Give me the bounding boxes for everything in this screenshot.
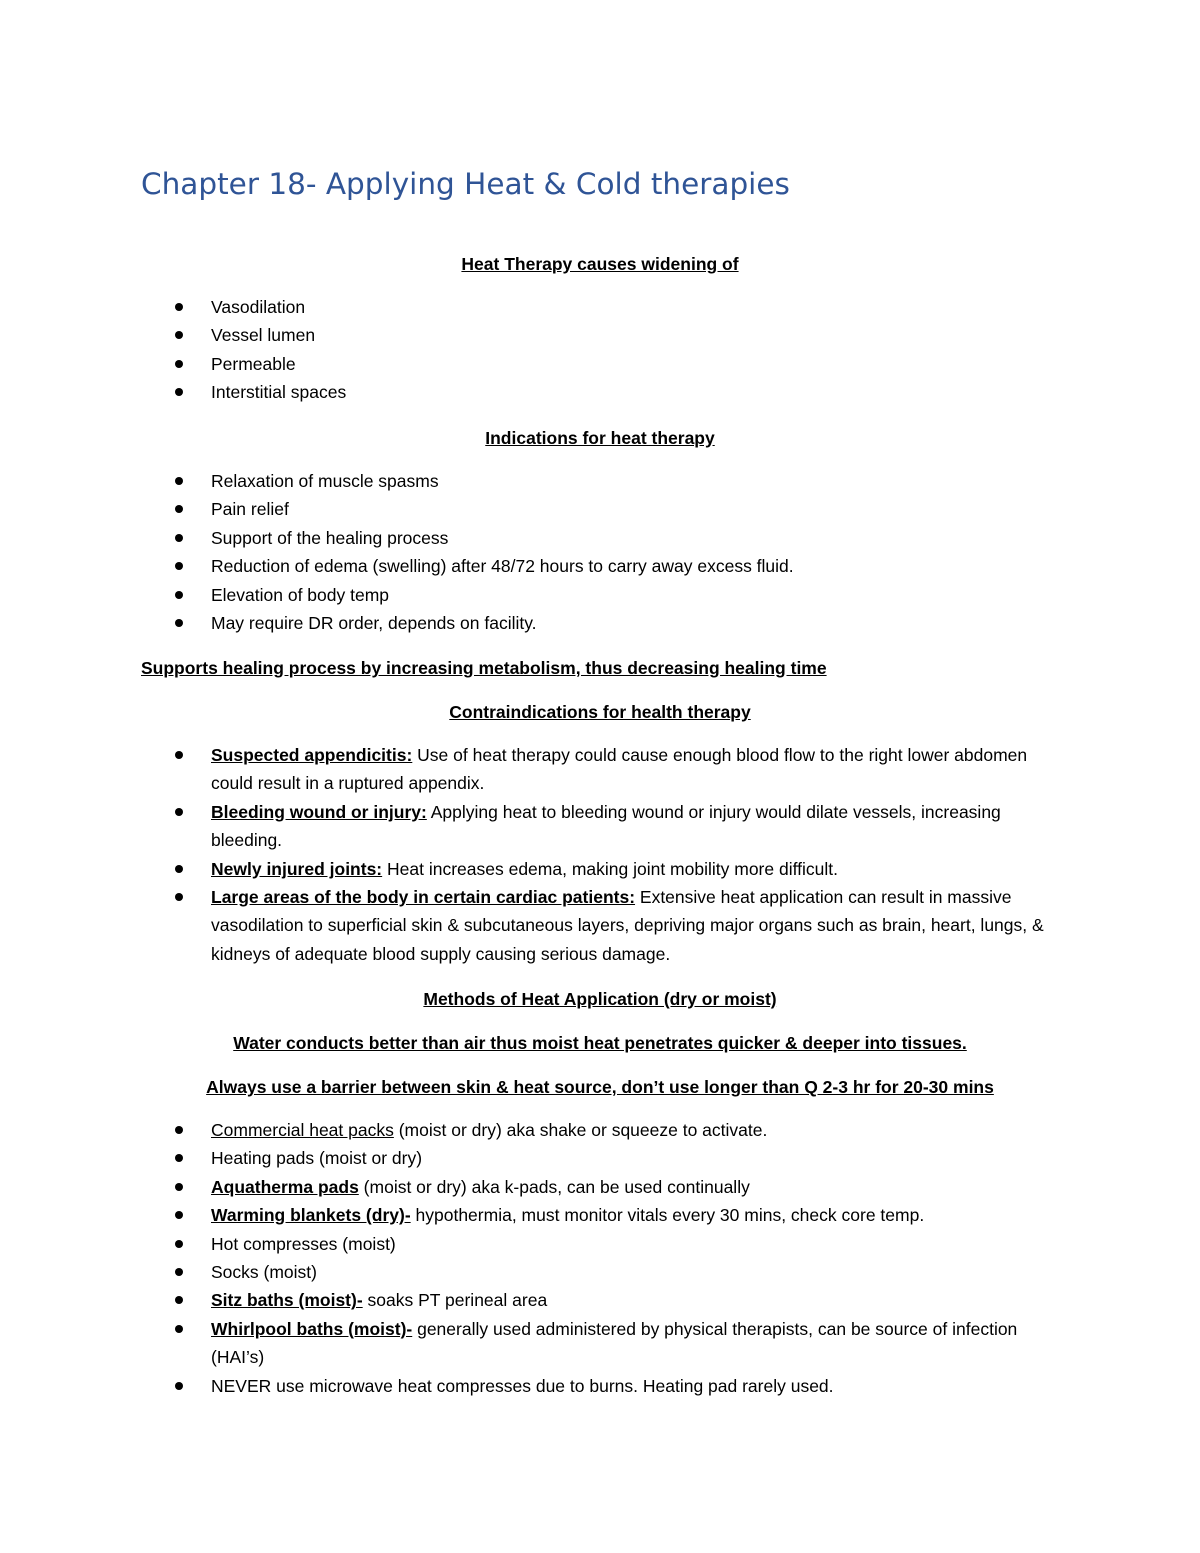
bullet-icon (175, 1126, 183, 1134)
list-item: Commercial heat packs (moist or dry) aka shake or squeeze to activate. (141, 1116, 1059, 1144)
methods-heading: Methods of Heat Application (dry or moist) (423, 989, 777, 1009)
methods-note-barrier: Always use a barrier between skin & heat source, don’t use longer than Q 2-3 hr for 20-30 mins (206, 1077, 994, 1097)
bullet-icon (175, 1296, 183, 1304)
list-item: Permeable (141, 350, 1059, 378)
list-item: Large areas of the body in certain cardiac patients: Extensive heat application can result in massive vasodilation to superficial skin & subcutaneous layers, depriving major organs such as brain, heart, lungs, & kidneys of adequate blood supply causing serious damage. (141, 883, 1059, 968)
list-item: Newly injured joints: Heat increases edema, making joint mobility more difficult. (141, 855, 1059, 883)
heat-therapy-section (141, 252, 1059, 407)
bullet-icon (175, 1240, 183, 1248)
bullet-icon (175, 1382, 183, 1390)
list-item: Vasodilation (141, 293, 1059, 321)
contraindications-heading: Contraindications for health therapy (449, 702, 751, 722)
contraindications-list (141, 741, 1059, 968)
bullet-icon (175, 331, 183, 339)
bullet-icon (175, 1268, 183, 1276)
heat-therapy-heading: Heat Therapy causes widening of (461, 254, 739, 274)
term-label: Newly injured joints: (211, 858, 383, 879)
list-item: Pain relief (141, 495, 1059, 523)
methods-note-water: Water conducts better than air thus moist heat penetrates quicker & deeper into tissues. (233, 1033, 967, 1053)
term-label: Whirlpool baths (moist)- (211, 1318, 413, 1339)
list-item: Warming blankets (dry)- hypothermia, must monitor vitals every 30 mins, check core temp. (141, 1201, 1059, 1229)
bullet-icon (175, 477, 183, 485)
contraindications-section (141, 700, 1059, 968)
supports-note: Supports healing process by increasing metabolism, thus decreasing healing time (141, 658, 827, 678)
bullet-icon (175, 591, 183, 599)
methods-list (141, 1116, 1059, 1400)
list-item: NEVER use microwave heat compresses due to burns. Heating pad rarely used. (141, 1372, 1059, 1400)
term-label: Suspected appendicitis: (211, 745, 413, 765)
indications-heading: Indications for heat therapy (485, 428, 715, 448)
list-item: Interstitial spaces (141, 378, 1059, 406)
term-label: Commercial heat packs (211, 1120, 394, 1140)
list-item: Relaxation of muscle spasms (141, 467, 1059, 495)
list-item: Hot compresses (moist) (141, 1230, 1059, 1258)
list-item: Elevation of body temp (141, 581, 1059, 609)
bullet-icon (175, 808, 183, 816)
list-item: Sitz baths (moist)- soaks PT perineal area (141, 1286, 1059, 1314)
list-item: Socks (moist) (141, 1258, 1059, 1286)
bullet-icon (175, 505, 183, 513)
term-label: Aquatherma pads (211, 1176, 359, 1197)
bullet-icon (175, 751, 183, 759)
bullet-icon (175, 360, 183, 368)
indications-list (141, 467, 1059, 637)
term-label: Sitz baths (moist)- (211, 1290, 363, 1311)
list-item: Bleeding wound or injury: Applying heat to bleeding wound or injury would dilate vessels, increasing bleeding. (141, 798, 1059, 855)
term-label: Large areas of the body in certain cardiac patients: (211, 887, 636, 908)
bullet-icon (175, 893, 183, 901)
bullet-icon (175, 562, 183, 570)
bullet-icon (175, 865, 183, 873)
list-item: Vessel lumen (141, 321, 1059, 349)
page-title: Chapter 18- Applying Heat & Cold therapies (141, 167, 790, 201)
list-item: Whirlpool baths (moist)- generally used administered by physical therapists, can be source of infection (HAI’s) (141, 1315, 1059, 1372)
bullet-icon (175, 1325, 183, 1333)
list-item: May require DR order, depends on facility. (141, 609, 1059, 637)
list-item: Aquatherma pads (moist or dry) aka k-pads, can be used continually (141, 1173, 1059, 1201)
list-item: Reduction of edema (swelling) after 48/72 hours to carry away excess fluid. (141, 552, 1059, 580)
heat-therapy-list (141, 293, 1059, 407)
list-item: Suspected appendicitis: Use of heat therapy could cause enough blood flow to the right lower abdomen could result in a ruptured appendix. (141, 741, 1059, 798)
bullet-icon (175, 619, 183, 627)
list-item: Heating pads (moist or dry) (141, 1144, 1059, 1172)
bullet-icon (175, 1183, 183, 1191)
bullet-icon (175, 1154, 183, 1162)
bullet-icon (175, 388, 183, 396)
methods-section (141, 987, 1059, 1400)
term-label: Bleeding wound or injury: (211, 801, 427, 822)
bullet-icon (175, 534, 183, 542)
indications-section (141, 426, 1059, 637)
supports-note-section (141, 656, 1059, 680)
list-item: Support of the healing process (141, 524, 1059, 552)
bullet-icon (175, 1211, 183, 1219)
term-label: Warming blankets (dry)- (211, 1205, 411, 1226)
bullet-icon (175, 303, 183, 311)
